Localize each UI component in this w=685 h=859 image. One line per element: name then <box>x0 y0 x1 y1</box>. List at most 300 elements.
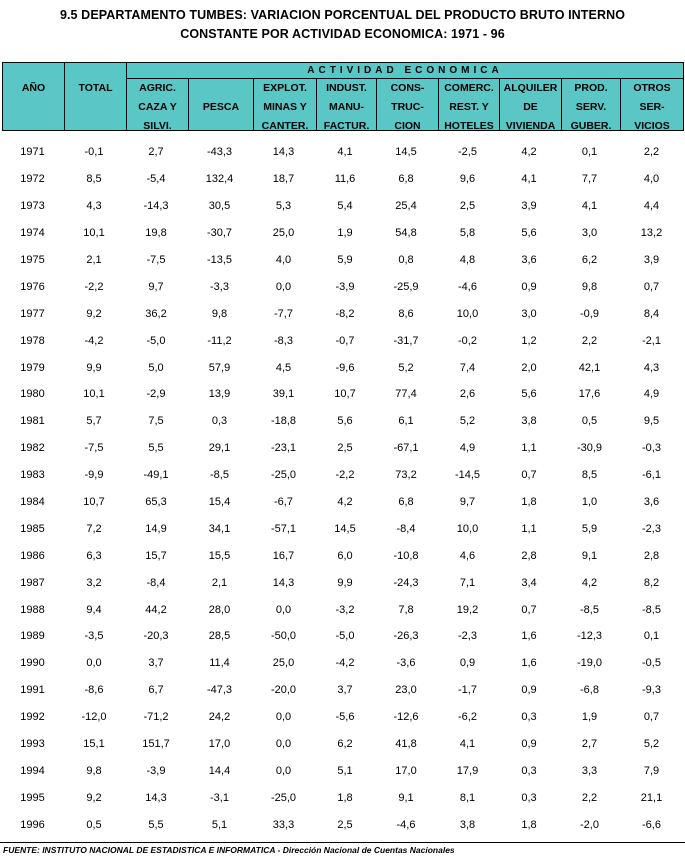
value-cell: 30,5 <box>208 200 231 213</box>
value-cell: -8,6 <box>84 684 104 697</box>
value-cell: 9,7 <box>459 496 476 509</box>
value-cell: -6,8 <box>580 684 599 697</box>
value-cell: 151,7 <box>142 738 170 751</box>
value-cell: 4,5 <box>275 361 292 374</box>
value-cell: 8,4 <box>643 307 660 320</box>
value-cell: -24,3 <box>393 576 419 589</box>
table-row <box>2 489 684 516</box>
value-cell: 17,0 <box>395 764 417 777</box>
value-cell: -50,0 <box>270 630 297 643</box>
value-cell: 9,7 <box>148 280 164 293</box>
value-cell: -7,5 <box>146 254 166 266</box>
value-cell: 5,9 <box>337 254 353 266</box>
value-cell: -2,2 <box>335 469 355 482</box>
value-cell: -7,5 <box>84 442 104 455</box>
value-cell: 132,4 <box>205 173 234 186</box>
source-footnote: FUENTE: INSTITUTO NACIONAL DE ESTADISTICA E INFORMATICA - Dirección Nacional de Cuentas Nacionales <box>3 845 455 855</box>
value-cell: -57,1 <box>270 522 297 535</box>
value-cell: 2,5 <box>459 200 476 213</box>
value-cell: 6,8 <box>398 173 414 186</box>
value-cell: 28,0 <box>208 603 231 616</box>
year-cell: 1992 <box>20 711 45 724</box>
value-cell: 0,9 <box>459 657 476 670</box>
value-cell: -49,1 <box>143 469 169 482</box>
value-cell: 14,3 <box>272 576 295 589</box>
value-cell: 3,9 <box>643 254 660 266</box>
header-indust: INDUST. MANU- FACTUR. <box>323 82 370 132</box>
table-row <box>2 166 684 193</box>
value-cell: 29,1 <box>208 442 231 455</box>
value-cell: 0,9 <box>521 738 537 751</box>
header-pesca: PESCA <box>202 101 240 113</box>
year-cell: 1989 <box>20 630 45 643</box>
value-cell: 14,3 <box>272 146 295 159</box>
year-cell: 1988 <box>20 603 45 616</box>
value-cell: 9,1 <box>398 791 414 804</box>
value-cell: 39,1 <box>272 388 295 401</box>
value-cell: 3,3 <box>581 764 598 777</box>
value-cell: -47,3 <box>206 684 233 697</box>
value-cell: 4,6 <box>459 549 476 562</box>
value-cell: 0,9 <box>521 280 537 293</box>
value-cell: 6,0 <box>337 549 353 562</box>
value-cell: -2,5 <box>458 146 477 159</box>
value-cell: 1,9 <box>337 227 353 240</box>
value-cell: -3,6 <box>396 657 416 670</box>
value-cell: -19,0 <box>576 657 603 670</box>
value-cell: -30,9 <box>576 442 603 455</box>
value-cell: 5,6 <box>521 227 537 240</box>
value-cell: 8,1 <box>459 791 476 804</box>
year-cell: 1983 <box>20 469 45 482</box>
value-cell: 2,7 <box>581 738 598 751</box>
value-cell: 6,1 <box>398 415 414 428</box>
value-cell: 0,7 <box>521 603 537 616</box>
year-cell: 1986 <box>20 549 45 562</box>
value-cell: 0,8 <box>398 254 414 266</box>
value-cell: 3,0 <box>581 227 598 240</box>
value-cell: -8,3 <box>274 334 293 347</box>
value-cell: 73,2 <box>395 469 417 482</box>
value-cell: 2,1 <box>86 254 102 266</box>
bottom-rule <box>0 842 685 843</box>
value-cell: 4,1 <box>459 738 476 751</box>
value-cell: 7,5 <box>148 415 164 428</box>
value-cell: -12,6 <box>393 711 419 724</box>
value-cell: 9,9 <box>337 576 353 589</box>
value-cell: -25,0 <box>270 469 297 482</box>
value-cell: 5,6 <box>521 388 537 401</box>
value-cell: 15,7 <box>145 549 167 562</box>
table-row <box>2 381 684 408</box>
value-cell: -4,6 <box>396 818 416 831</box>
value-cell: 7,2 <box>86 522 102 535</box>
year-cell: 1985 <box>20 522 45 535</box>
value-cell: -9,9 <box>84 469 104 482</box>
value-cell: 16,7 <box>272 549 295 562</box>
value-cell: 3,8 <box>521 415 537 428</box>
header-year: AÑO <box>21 82 46 94</box>
value-cell: -9,6 <box>335 361 355 374</box>
table-row <box>2 139 684 166</box>
activity-band-label: ACTIVIDAD ECONOMICA <box>307 65 503 76</box>
value-cell: 0,0 <box>275 711 292 724</box>
value-cell: -3,5 <box>84 630 104 643</box>
value-cell: -43,3 <box>206 146 233 159</box>
value-cell: 54,8 <box>395 227 417 240</box>
value-cell: 2,8 <box>643 549 660 562</box>
value-cell: -0,7 <box>335 334 355 347</box>
year-cell: 1987 <box>20 576 45 589</box>
table-header <box>2 62 684 131</box>
value-cell: -11,2 <box>207 334 232 347</box>
value-cell: 14,3 <box>145 791 167 804</box>
value-cell: 23,0 <box>395 684 417 697</box>
year-cell: 1981 <box>20 415 45 428</box>
value-cell: 11,4 <box>209 657 230 670</box>
value-cell: 15,1 <box>83 738 105 751</box>
value-cell: 15,5 <box>208 549 231 562</box>
value-cell: 4,2 <box>581 576 598 589</box>
value-cell: 9,8 <box>211 307 228 320</box>
year-cell: 1972 <box>20 173 45 186</box>
year-cell: 1990 <box>20 657 45 670</box>
value-cell: 25,0 <box>272 227 295 240</box>
value-cell: -7,7 <box>274 307 293 320</box>
value-cell: 0,9 <box>521 684 537 697</box>
value-cell: -6,7 <box>274 496 293 509</box>
value-cell: 8,6 <box>398 307 414 320</box>
value-cell: 5,5 <box>148 442 164 455</box>
value-cell: 4,0 <box>275 254 292 266</box>
value-cell: -4,2 <box>335 657 355 670</box>
table-title-line-1: 9.5 DEPARTAMENTO TUMBES: VARIACION PORCENTUAL DEL PRODUCTO BRUTO INTERNO <box>59 8 626 22</box>
value-cell: -20,3 <box>143 630 169 643</box>
value-cell: 5,7 <box>86 415 102 428</box>
table-row <box>2 731 684 758</box>
value-cell: 42,1 <box>578 361 601 374</box>
value-cell: 4,0 <box>643 173 660 186</box>
value-cell: 0,0 <box>86 657 102 670</box>
value-cell: 9,2 <box>86 791 102 804</box>
value-cell: 2,2 <box>581 791 598 804</box>
value-cell: 0,0 <box>275 603 292 616</box>
table-row <box>2 596 684 623</box>
value-cell: 9,4 <box>86 603 102 616</box>
value-cell: 10,7 <box>83 496 105 509</box>
value-cell: 1,8 <box>521 496 537 509</box>
year-cell: 1993 <box>20 738 45 751</box>
value-cell: -3,9 <box>146 764 166 777</box>
value-cell: 3,4 <box>521 576 537 589</box>
value-cell: -5,0 <box>146 334 166 347</box>
value-cell: 14,5 <box>395 146 417 159</box>
value-cell: 2,1 <box>211 576 228 589</box>
year-cell: 1977 <box>20 307 45 320</box>
table-row <box>2 435 684 462</box>
value-cell: 10,1 <box>83 388 105 401</box>
value-cell: 10,0 <box>456 307 479 320</box>
value-cell: 41,8 <box>395 738 417 751</box>
value-cell: 3,2 <box>86 576 102 589</box>
value-cell: 5,2 <box>459 415 476 428</box>
value-cell: 14,4 <box>208 764 231 777</box>
table-row <box>2 704 684 731</box>
value-cell: 0,1 <box>581 146 598 159</box>
year-cell: 1973 <box>20 200 45 213</box>
value-cell: 3,9 <box>521 200 537 213</box>
value-cell: -30,7 <box>206 227 233 240</box>
value-cell: 4,3 <box>86 200 102 213</box>
value-cell: -31,7 <box>393 334 419 347</box>
value-cell: 6,8 <box>398 496 414 509</box>
value-cell: 0,7 <box>643 711 660 724</box>
value-cell: -23,1 <box>270 442 297 455</box>
value-cell: -67,1 <box>393 442 419 455</box>
value-cell: -8,5 <box>642 603 661 616</box>
value-cell: -12,0 <box>81 711 107 724</box>
value-cell: 3,6 <box>521 254 537 266</box>
value-cell: 0,5 <box>86 818 102 831</box>
value-cell: 1,0 <box>581 496 598 509</box>
value-cell: 14,9 <box>145 522 167 535</box>
value-cell: 0,0 <box>275 738 292 751</box>
table-row <box>2 354 684 381</box>
value-cell: 0,3 <box>521 791 537 804</box>
value-cell: -14,5 <box>454 469 481 482</box>
value-cell: 15,4 <box>208 496 231 509</box>
value-cell: -2,1 <box>642 334 661 347</box>
value-cell: -14,3 <box>143 200 169 213</box>
value-cell: 2,5 <box>337 818 353 831</box>
header-alquiler: ALQUILER DE VIVIENDA <box>503 82 558 132</box>
table-row <box>2 542 684 569</box>
value-cell: 1,8 <box>521 818 537 831</box>
value-cell: 17,9 <box>456 764 479 777</box>
value-cell: 0,0 <box>275 280 292 293</box>
value-cell: -2,2 <box>84 280 104 293</box>
value-cell: 19,2 <box>456 603 479 616</box>
table-row <box>2 462 684 489</box>
value-cell: 4,1 <box>337 146 353 159</box>
year-cell: 1994 <box>20 764 45 777</box>
table-row <box>2 273 684 300</box>
value-cell: 5,1 <box>211 818 228 831</box>
value-cell: 24,2 <box>208 711 231 724</box>
value-cell: 0,1 <box>643 630 660 643</box>
value-cell: -2,0 <box>580 818 599 831</box>
value-cell: -10,8 <box>393 549 419 562</box>
value-cell: -2,9 <box>146 388 166 401</box>
value-cell: 1,9 <box>581 711 598 724</box>
table-row <box>2 623 684 650</box>
table-row <box>2 408 684 435</box>
value-cell: 4,2 <box>521 146 537 159</box>
table-row <box>2 650 684 677</box>
value-cell: 65,3 <box>145 496 167 509</box>
value-cell: -3,9 <box>335 280 355 293</box>
value-cell: 9,8 <box>86 764 102 777</box>
value-cell: 36,2 <box>145 307 167 320</box>
value-cell: 5,0 <box>148 361 164 374</box>
value-cell: -6,2 <box>458 711 477 724</box>
header-construccion: CONS- TRUC- CION <box>390 82 425 132</box>
value-cell: 25,4 <box>395 200 417 213</box>
value-cell: 1,1 <box>521 522 537 535</box>
year-cell: 1984 <box>20 496 45 509</box>
value-cell: 44,2 <box>145 603 167 616</box>
value-cell: -20,0 <box>270 684 297 697</box>
value-cell: 17,6 <box>578 388 601 401</box>
value-cell: 19,8 <box>145 227 167 240</box>
value-cell: 2,5 <box>337 442 353 455</box>
value-cell: 4,1 <box>581 200 598 213</box>
value-cell: 13,9 <box>208 388 231 401</box>
value-cell: 9,5 <box>643 415 660 428</box>
table-row <box>2 811 684 838</box>
header-prod-serv: PROD. SERV. GUBER. <box>570 82 612 132</box>
value-cell: 3,0 <box>521 307 537 320</box>
value-cell: 3,7 <box>148 657 164 670</box>
value-cell: 1,8 <box>337 791 353 804</box>
year-cell: 1996 <box>20 818 45 831</box>
value-cell: -4,2 <box>84 334 104 347</box>
value-cell: -3,1 <box>210 791 229 804</box>
value-cell: 5,8 <box>459 227 476 240</box>
value-cell: 18,7 <box>272 173 295 186</box>
year-cell: 1982 <box>20 442 45 455</box>
value-cell: 9,6 <box>459 173 476 186</box>
value-cell: 7,9 <box>643 764 660 777</box>
value-cell: -0,3 <box>642 442 661 455</box>
table-row <box>2 784 684 811</box>
value-cell: 57,9 <box>208 361 231 374</box>
value-cell: 77,4 <box>395 388 417 401</box>
header-explot: EXPLOT. MINAS Y CANTER. <box>261 82 309 132</box>
value-cell: -0,2 <box>458 334 477 347</box>
value-cell: 34,1 <box>208 522 231 535</box>
value-cell: 33,3 <box>272 818 295 831</box>
value-cell: -18,8 <box>270 415 297 428</box>
year-cell: 1976 <box>20 280 45 293</box>
value-cell: 25,0 <box>272 657 295 670</box>
value-cell: -0,1 <box>84 146 104 159</box>
value-cell: -71,2 <box>143 711 169 724</box>
value-cell: 2,2 <box>581 334 598 347</box>
year-cell: 1971 <box>20 146 45 159</box>
year-cell: 1978 <box>20 334 45 347</box>
value-cell: 2,2 <box>643 146 660 159</box>
value-cell: 17,0 <box>208 738 231 751</box>
table-row <box>2 569 684 596</box>
value-cell: 5,3 <box>275 200 292 213</box>
year-cell: 1975 <box>20 254 45 266</box>
value-cell: 7,8 <box>398 603 414 616</box>
value-cell: 28,5 <box>208 630 231 643</box>
header-agric: AGRIC. CAZA Y SILVI. <box>138 82 177 132</box>
value-cell: 1,6 <box>521 657 537 670</box>
value-cell: -3,3 <box>210 280 229 293</box>
header-total: TOTAL <box>78 82 113 94</box>
value-cell: 7,7 <box>581 173 598 186</box>
value-cell: 14,5 <box>334 522 356 535</box>
value-cell: 4,4 <box>643 200 660 213</box>
value-cell: 4,9 <box>643 388 660 401</box>
value-cell: 4,3 <box>643 361 660 374</box>
value-cell: 1,2 <box>521 334 537 347</box>
value-cell: -0,5 <box>642 657 661 670</box>
value-cell: -25,9 <box>393 280 419 293</box>
value-cell: 4,1 <box>521 173 537 186</box>
value-cell: 9,9 <box>86 361 102 374</box>
value-cell: -2,3 <box>642 522 661 535</box>
value-cell: 11,6 <box>334 173 356 186</box>
year-cell: 1995 <box>20 791 45 804</box>
value-cell: 6,2 <box>337 738 353 751</box>
value-cell: 9,2 <box>86 307 102 320</box>
value-cell: 10,7 <box>334 388 356 401</box>
value-cell: -13,5 <box>206 254 233 266</box>
value-cell: 5,5 <box>148 818 164 831</box>
year-cell: 1974 <box>20 227 45 240</box>
value-cell: 0,3 <box>521 764 537 777</box>
value-cell: 1,1 <box>521 442 537 455</box>
value-cell: -0,9 <box>580 307 599 320</box>
value-cell: 1,6 <box>521 630 537 643</box>
value-cell: 0,3 <box>211 415 228 428</box>
value-cell: 6,2 <box>581 254 598 266</box>
table-row <box>2 300 684 327</box>
value-cell: 8,5 <box>581 469 598 482</box>
value-cell: 9,1 <box>581 549 598 562</box>
data-table <box>2 139 684 838</box>
header-comercio: COMERC. REST. Y HOTELES <box>444 82 494 132</box>
value-cell: 10,1 <box>83 227 105 240</box>
value-cell: 2,7 <box>148 146 164 159</box>
value-cell: 5,2 <box>643 738 660 751</box>
value-cell: 5,2 <box>398 361 414 374</box>
value-cell: 0,0 <box>275 764 292 777</box>
value-cell: -5,4 <box>146 173 166 186</box>
value-cell: 5,6 <box>337 415 353 428</box>
value-cell: -8,5 <box>210 469 229 482</box>
value-cell: 6,7 <box>148 684 164 697</box>
table-row <box>2 677 684 704</box>
value-cell: 4,8 <box>459 254 476 266</box>
year-cell: 1979 <box>20 361 45 374</box>
table-row <box>2 247 684 274</box>
value-cell: 0,5 <box>581 415 598 428</box>
value-cell: -2,3 <box>458 630 477 643</box>
year-cell: 1980 <box>20 388 45 401</box>
table-row <box>2 193 684 220</box>
value-cell: 3,6 <box>643 496 660 509</box>
value-cell: 0,7 <box>643 280 660 293</box>
table-row <box>2 220 684 247</box>
value-cell: -1,7 <box>458 684 477 697</box>
table-row <box>2 515 684 542</box>
value-cell: -8,4 <box>146 576 166 589</box>
value-cell: 4,9 <box>459 442 476 455</box>
value-cell: 10,0 <box>456 522 479 535</box>
value-cell: -8,2 <box>335 307 355 320</box>
table-row <box>2 757 684 784</box>
value-cell: 5,1 <box>337 764 353 777</box>
value-cell: -8,5 <box>580 603 599 616</box>
value-cell: 21,1 <box>640 791 663 804</box>
value-cell: 2,0 <box>521 361 537 374</box>
value-cell: -9,3 <box>642 684 661 697</box>
